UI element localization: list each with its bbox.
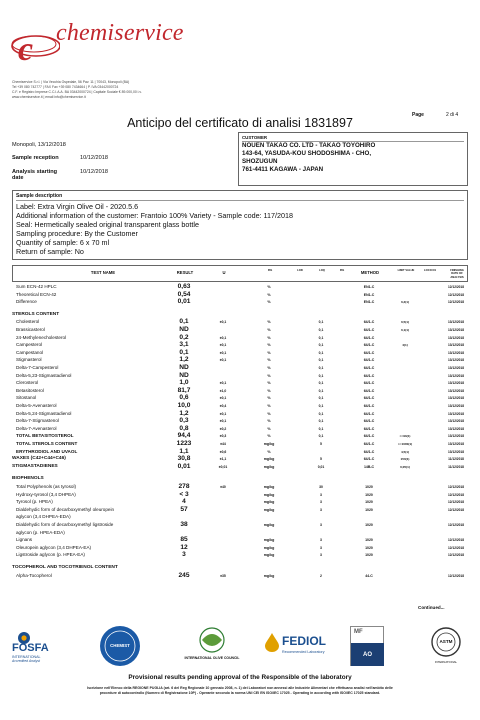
loq-cell: 0,1	[318, 335, 324, 340]
uncertainty-cell: ±0,1	[219, 358, 227, 363]
method-cell: 64/1-C	[363, 343, 375, 348]
finishing-date-cell: 13/12/2018	[448, 381, 464, 386]
loq-cell: 0,1	[318, 366, 324, 370]
result-cell: 0,01	[177, 298, 191, 306]
unit-cell: %	[267, 320, 271, 325]
uncertainty-cell: ±0,1	[219, 335, 227, 340]
fosfa-logo: FOSFA INTERNATIONAL Accredited Analyst	[12, 628, 72, 664]
finishing-date-cell: 13/12/2018	[448, 335, 464, 340]
loq-cell: 3	[320, 545, 322, 550]
finishing-date-cell: 12/12/2018	[448, 485, 464, 489]
chemiservice-emblem-icon	[8, 20, 60, 68]
loq-cell: 5	[320, 442, 322, 446]
result-cell: 85	[180, 536, 188, 544]
finishing-date-cell: 11/12/2018	[448, 464, 464, 469]
loq-cell: 0,1	[318, 350, 324, 355]
test-name-cell: Cholesterol	[16, 319, 40, 325]
finishing-date-cell: 12/12/2018	[448, 492, 464, 497]
finishing-date-cell: 13/12/2018	[448, 350, 464, 355]
finishing-date-cell: 13/12/2018	[448, 388, 464, 393]
olive-council-icon	[172, 626, 252, 656]
unit-cell: mg/kg	[263, 553, 275, 558]
loq-cell: 0,1	[318, 426, 324, 431]
uncertainty-cell: ±0,3	[219, 434, 227, 439]
test-name-cell: Delta-5-Avenasterol	[16, 403, 57, 408]
method-cell: 1020	[365, 507, 373, 512]
loq-cell: 3	[320, 500, 322, 505]
company-phone: Tel +39 080 742777 | FAX Fax +39 080 7434664 | P. IVA 03442000724	[12, 85, 119, 89]
unit-cell: %	[267, 419, 271, 424]
method-cell: 64/1-C	[363, 350, 375, 355]
uncertainty-cell: ±44	[220, 442, 226, 446]
customer-line: 761-4411 KAGAWA - JAPAN	[242, 166, 324, 173]
unit-cell: %	[267, 388, 271, 393]
finishing-date-cell: 13/12/2018	[448, 320, 464, 325]
sample-additional: Additional information of the customer: Frantoio 100% Variety - Sample code: 117/2018	[16, 211, 294, 221]
limit-cell: 0,1(1)	[400, 328, 410, 332]
result-cell: 245	[178, 571, 190, 579]
method-cell: 64/1-C	[363, 381, 375, 386]
result-cell: 1,2	[179, 356, 189, 364]
result-cell: 12	[180, 543, 188, 551]
finishing-date-cell: 13/12/2018	[448, 449, 464, 454]
test-name-cell: Total Polyphenols (as tyrosol)	[16, 484, 77, 489]
loq-cell: 0,1	[318, 396, 324, 401]
test-name-cell: Dialdehydic form of decarboxymethyl ligstroside	[16, 522, 114, 527]
customer-box	[238, 132, 468, 186]
loq-cell: 3	[320, 507, 322, 512]
loq-cell: 3	[320, 523, 322, 527]
finishing-date-cell: 12/12/2018	[448, 545, 464, 550]
method-cell: 1020	[365, 538, 373, 543]
unit-cell: mg/kg	[263, 507, 275, 512]
loq-cell: 0,1	[318, 411, 324, 416]
unit-cell: %	[267, 285, 271, 289]
finishing-date-cell: 13/12/2018	[448, 343, 464, 348]
col-lod2: LOCO N1	[424, 269, 436, 272]
result-cell: 0,6	[179, 394, 189, 402]
unit-cell: %	[267, 343, 271, 348]
test-name-cell: TOCOPHEROL AND TOCOTRIENOL CONTENT	[12, 565, 118, 570]
customer-line: 143-64, YASUDA-KOU SHODOSHIMA - CHO,	[242, 150, 372, 157]
method-cell: 64/1-C	[363, 396, 375, 401]
col-rec: R%	[267, 269, 273, 272]
sample-quantity: Quantity of sample: 6 x 70 ml	[16, 238, 110, 248]
company-registry: C.F. e Registro Imprese C.C.I.A.A. BA 03442000724 | Capitale Sociale € 89.000,00 i.v.	[12, 90, 142, 94]
result-cell: 0,3	[179, 417, 189, 425]
method-cell: 64/1-C	[363, 335, 375, 340]
result-cell: ND	[179, 371, 189, 379]
test-name-cell: Delta-7-Avenasterol	[16, 425, 57, 431]
method-cell: 64/1-C	[363, 366, 375, 370]
result-cell: 0,1	[179, 348, 189, 356]
limit-cell: 150(1)	[400, 457, 410, 462]
chemiservice-wordmark: chemiservice	[56, 20, 184, 46]
unit-cell: mg/kg	[263, 485, 275, 489]
finishing-date-cell: 12/12/2018	[448, 553, 464, 558]
customer-line: NOUEN TAKAO CO. LTD - TAKAO TOYOHIRO	[242, 142, 376, 149]
uncertainty-cell: ±0,2	[219, 426, 227, 431]
unit-cell: %	[267, 350, 271, 355]
result-cell: 0,01	[177, 462, 191, 470]
test-name-cell: Delta-7-Campesterol	[16, 365, 59, 370]
test-name-cell: STIGMASTADIENES	[12, 463, 58, 469]
uncertainty-cell: ±1,0	[219, 388, 227, 393]
test-name-cell: Theoretical ECN-42	[16, 291, 57, 297]
limit-cell: >=1000(1)	[397, 442, 413, 446]
fediol-logo: FEDIOL Recommended Laboratory	[262, 630, 332, 666]
unit-cell: %	[267, 300, 271, 305]
test-name-cell: Campesterol	[16, 342, 43, 348]
result-cell: 1,0	[179, 379, 189, 387]
unit-cell: mg/kg	[263, 492, 275, 497]
method-cell: 64/1-C	[363, 404, 375, 408]
test-name-cell: Difference	[16, 299, 37, 305]
method-cell: EN1-C	[363, 285, 375, 289]
col-loq: LOQ	[319, 269, 325, 272]
uncertainty-cell: ±0,1	[219, 381, 227, 386]
col-limit: LIMIT VALUE	[397, 269, 415, 272]
finishing-date-cell: 13/12/2018	[448, 426, 464, 431]
test-name-cell: Alpha-Tocopherol	[16, 572, 52, 578]
unit-cell: mg/kg	[263, 523, 275, 527]
loq-cell: 0,1	[318, 373, 324, 378]
loq-cell: 0,1	[318, 419, 324, 424]
test-name-cell: Stigmasterol	[16, 357, 42, 363]
result-cell: 3	[182, 551, 186, 559]
finishing-date-cell: 11/12/2018	[448, 457, 464, 462]
test-name-cell: Hydroxy-tyrosol (3,4 DHPEA)	[16, 491, 76, 497]
finishing-date-cell: 13/12/2018	[448, 442, 464, 446]
method-cell: 64/1-C	[363, 434, 375, 439]
unit-cell: mg/kg	[263, 538, 275, 543]
result-cell: 57	[180, 505, 188, 513]
uncertainty-cell: ±0,1	[219, 343, 227, 348]
limit-cell: 0,5(1)	[400, 320, 410, 325]
unit-cell: %	[267, 404, 271, 408]
test-name-cell: Clerosterol	[16, 380, 39, 386]
method-cell: 64/1-C	[363, 426, 375, 431]
uncertainty-cell: ±0,01	[218, 464, 228, 469]
loq-cell: 0,1	[318, 381, 324, 386]
loq-cell: 0,1	[318, 343, 324, 348]
test-name-cell: Sitostanol	[16, 395, 37, 401]
test-name-cell: Lignans	[16, 537, 33, 543]
unit-cell: mg/kg	[263, 545, 275, 550]
loq-cell: 0,1	[318, 388, 324, 393]
sample-return: Return of sample: No	[16, 247, 84, 257]
loq-cell: 0,1	[318, 358, 324, 363]
result-cell: < 3	[179, 490, 189, 498]
test-name-cell: Delta-5,24-Stigmastadienol	[16, 410, 72, 416]
result-cell: 1,1	[179, 447, 189, 455]
test-name-cell: Ligstroside aglycon (p. HPEA-EA)	[16, 552, 85, 558]
uncertainty-cell: ±0,4	[219, 404, 227, 408]
mf-ao-logo: MF AO	[350, 626, 384, 666]
unit-cell: %	[267, 292, 271, 297]
method-cell: 64/1-C	[363, 457, 375, 462]
test-name-cell: Brassicasterol	[16, 327, 45, 332]
loq-cell: 0,1	[318, 320, 324, 325]
place-date: Monopoli, 13/12/2018	[12, 142, 66, 148]
method-cell: 1020	[365, 485, 373, 489]
uncertainty-cell: ±40	[220, 485, 226, 489]
sample-label: Label: Extra Virgin Olive Oil - 2020.5.6	[16, 202, 139, 211]
method-cell: 1020	[365, 492, 373, 497]
result-cell: 0,2	[179, 333, 189, 341]
result-cell: 30,8	[177, 455, 191, 463]
method-cell: 64/1-C	[363, 449, 375, 454]
result-cell: 1,2	[179, 409, 189, 417]
company-info	[12, 80, 272, 100]
unit-cell: mg/kg	[263, 457, 275, 462]
loq-cell: 3	[320, 492, 322, 497]
uncertainty-cell: ±0,1	[219, 396, 227, 401]
finishing-date-cell: 13/12/2018	[448, 358, 464, 363]
unit-cell: mg/kg	[263, 573, 275, 578]
astm-logo: ASTM INTERNATIONAL	[426, 624, 466, 668]
finishing-date-cell: 13/12/2018	[448, 366, 464, 370]
test-name-cell: TOTAL BETASITOSTEROL	[16, 433, 74, 439]
finishing-date-cell: 13/12/2018	[448, 411, 464, 416]
col-test-name: TEST NAME	[90, 270, 116, 275]
col-finishing-date: FINISHING DATE OF ANALYSIS	[450, 269, 464, 279]
result-cell: 0,8	[179, 424, 189, 432]
loq-cell: 5	[320, 457, 322, 462]
uncertainty-cell: ±1,1	[219, 457, 227, 462]
finishing-date-cell: 13/12/2018	[448, 404, 464, 408]
method-cell: 64/1-C	[363, 388, 375, 393]
loq-cell: 3	[320, 538, 322, 543]
test-name-cell: aglycon (p. HPEA-EDA)	[16, 529, 65, 535]
uncertainty-cell: ±0,6	[219, 449, 227, 454]
test-name-cell: STEROLS CONTENT	[12, 311, 60, 317]
method-cell: 1020	[365, 553, 373, 558]
page-title: Anticipo del certificato di analisi 1831897	[127, 116, 353, 130]
test-name-cell: Oleuropein aglycon (3,4 DHPEA-EA)	[16, 544, 92, 550]
finishing-date-cell: 12/12/2018	[448, 507, 464, 512]
company-address: Chemiservice S.r.l. | Via Vecchia Ospedale, 56 Pav. 11 | 70043, Monopoli (BA)	[12, 80, 130, 84]
unit-cell: %	[267, 449, 271, 454]
svg-text:c: c	[18, 31, 34, 68]
col-result: RESULT	[176, 270, 194, 275]
unit-cell: %	[267, 411, 271, 416]
method-cell: EN1-C	[363, 300, 375, 305]
unit-cell: %	[267, 426, 271, 431]
test-name-cell: Delta-7-Stigmastenol	[16, 418, 59, 424]
result-cell: 81,7	[177, 386, 191, 394]
loq-cell: 3	[320, 553, 322, 558]
loq-cell: 0,01	[317, 464, 325, 469]
method-cell: 64/1-C	[363, 320, 375, 325]
fediol-drop-icon	[264, 632, 280, 652]
analysis-starting: Analysis starting date10/12/2018	[12, 169, 108, 181]
finishing-date-cell: 13/12/2018	[448, 419, 464, 424]
approved-chemist-seal: CHEMIST	[98, 624, 142, 668]
method-cell: 64/1-C	[363, 419, 375, 424]
finishing-date-cell: 13/12/2018	[448, 434, 464, 439]
finishing-date-cell: 13/12/2018	[448, 373, 464, 378]
unit-cell: %	[267, 358, 271, 363]
method-cell: 64/1-C	[363, 328, 375, 332]
result-cell: 10,0	[177, 402, 191, 409]
sample-reception: Sample reception 10/12/2018	[12, 155, 108, 161]
result-cell: 0,63	[177, 283, 191, 290]
method-cell: 1020	[365, 545, 373, 550]
result-cell: 4	[182, 498, 186, 506]
customer-header: CUSTOMER	[242, 135, 464, 142]
method-cell: 64/1-C	[363, 442, 375, 446]
finishing-date-cell: 12/12/2018	[448, 538, 464, 543]
page-number: Page 2 di 4	[412, 112, 459, 118]
legal-note: Iscrizione nell'Elenco della REGIONE PUGLIA (art. 6 del Reg Regionale 10 gennaio 2008, n. 1) dei Laboratori non annessi alle Industrie Alimentari che effettuano analisi nell'ambito delle procedure di autocontrollo (Numero di Registrazione 10P) - Operante secondo la norma UNI CEI EN ISO/IEC 17025 - Operating in according with ISO/IEC 17025 standard.	[87, 686, 393, 695]
test-name-cell: 24-Methylenecholesterol	[16, 334, 67, 340]
results-table-body	[12, 283, 468, 613]
loq-cell: 0,1	[318, 434, 324, 439]
col-rr: R%	[339, 269, 345, 272]
result-cell: ND	[179, 326, 189, 333]
result-cell: 94,4	[177, 432, 191, 440]
sample-header: Sample description	[16, 193, 464, 201]
company-web: www.chemiservice.it | email info@chemiservice.it	[12, 95, 86, 99]
ioc-logo: INTERNATIONAL OLIVE COUNCIL	[172, 626, 252, 666]
test-name-cell: Betasitosterol	[16, 387, 44, 393]
method-cell: 1020	[365, 500, 373, 505]
sample-description-box	[12, 190, 468, 260]
limit-cell: >=93(1)	[399, 434, 411, 439]
test-name-cell: Tyrosol (p. HPEA)	[16, 499, 53, 505]
unit-cell: %	[267, 373, 271, 378]
unit-cell: %	[267, 328, 271, 332]
loq-cell: 2	[320, 573, 322, 578]
unit-cell: mg/kg	[263, 442, 275, 446]
result-cell: 0,54	[177, 290, 191, 298]
finishing-date-cell: 12/12/2018	[448, 523, 464, 527]
result-cell: 1223	[176, 440, 192, 447]
finishing-date-cell: 12/12/2018	[448, 573, 464, 578]
unit-cell: %	[267, 396, 271, 401]
method-cell: 64/1-C	[363, 373, 375, 378]
unit-cell: mg/kg	[263, 464, 275, 469]
finishing-date-cell: 12/12/2018	[448, 300, 464, 305]
test-name-cell: WAXES (C42+C44+C46)	[12, 456, 66, 462]
limit-cell: 0,2(1)	[400, 300, 410, 305]
finishing-date-cell: 12/12/2018	[448, 500, 464, 505]
method-cell: EN1-C	[363, 292, 375, 297]
limit-cell: 0,05(1)	[400, 464, 410, 469]
method-cell: 64/1-C	[363, 411, 375, 416]
limit-cell: 4(1)	[402, 343, 408, 348]
test-name-cell: Dialdehydic form of decarboxymethyl oleuropein	[16, 506, 115, 512]
loq-cell: 0,1	[318, 328, 324, 332]
test-name-cell: ERYTHRODIOL AND UVAOL	[16, 448, 78, 454]
test-name-cell: aglycon (3,4 DHPEA-EDA)	[16, 514, 71, 520]
method-cell: 64/1-C	[363, 358, 375, 363]
unit-cell: %	[267, 366, 271, 370]
test-name-cell: TOTAL STEROLS CONTENT	[16, 441, 78, 446]
uncertainty-cell: ±35	[220, 573, 226, 578]
uncertainty-cell: ±0,1	[219, 419, 227, 424]
unit-cell: %	[267, 434, 271, 439]
accreditation-logos	[12, 624, 468, 668]
loq-cell: 30	[319, 485, 323, 489]
test-name-cell: Sum ECN-42 HPLC	[16, 284, 57, 289]
finishing-date-cell: 13/12/2018	[448, 328, 464, 332]
table-row	[12, 572, 468, 580]
col-method: METHOD	[360, 270, 380, 275]
finishing-date-cell: 12/12/2018	[448, 292, 464, 297]
loq-cell: 0,1	[318, 404, 324, 408]
result-cell: ND	[179, 364, 189, 371]
continued-label: Continued...	[418, 605, 445, 610]
test-name-cell: Delta-5,23-Stigmastadienol	[16, 372, 72, 378]
unit-cell: %	[267, 335, 271, 340]
uncertainty-cell: ±0,1	[219, 320, 227, 325]
provisional-note: Provisional results pending approval of the Responsible of the laboratory	[128, 674, 352, 681]
col-lod: LOD	[297, 269, 303, 272]
customer-line: SHOZUGUN	[242, 158, 278, 165]
uncertainty-cell: ±0,1	[219, 350, 227, 355]
unit-cell: %	[267, 381, 271, 386]
sample-procedure: Sampling procedure: By the Customer	[16, 229, 138, 239]
result-cell: 38	[180, 521, 188, 528]
test-name-cell: Campestanol	[16, 349, 44, 355]
limit-cell: 4,5(1)	[400, 449, 410, 454]
result-cell: 278	[178, 483, 190, 490]
results-table-header	[12, 265, 468, 282]
uncertainty-cell: ±0,1	[219, 411, 227, 416]
finishing-date-cell: 12/12/2018	[448, 285, 464, 289]
sample-seal: Seal: Hermetically sealed original transparent glass bottle	[16, 220, 199, 230]
col-u: U	[222, 270, 226, 275]
method-cell: 14B-C	[363, 464, 375, 469]
test-name-cell: BIOPHENOLS	[12, 476, 44, 482]
method-cell: 44-C	[365, 573, 373, 578]
method-cell: 1020	[365, 523, 373, 527]
unit-cell: mg/kg	[263, 500, 275, 505]
result-cell: 3,1	[179, 341, 189, 349]
result-cell: 0,1	[179, 318, 189, 326]
finishing-date-cell: 13/12/2018	[448, 396, 464, 401]
